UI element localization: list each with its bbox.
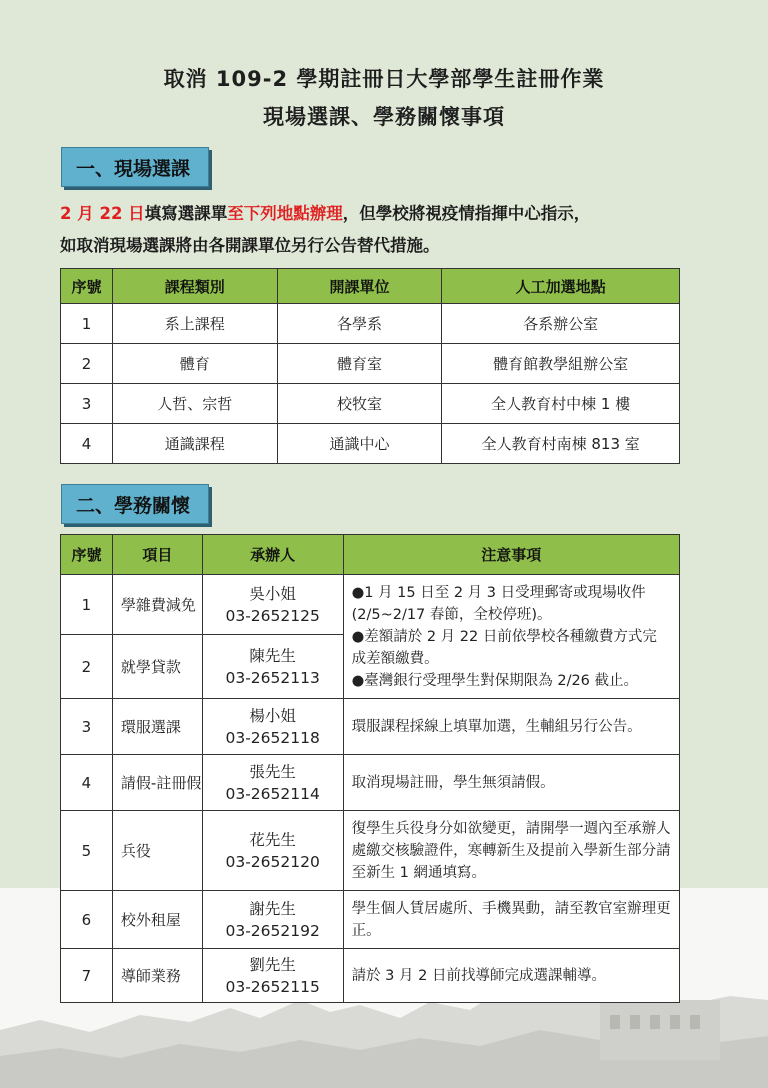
note-cell: 取消現場註冊，學生無須請假。 (343, 755, 679, 811)
contact-cell (202, 811, 343, 891)
table-cell: 校牧室 (277, 384, 442, 424)
section1-intro-line2: 如取消現場選課將由各開課單位另行公告替代措施。 (60, 236, 440, 255)
intro-text-part2: ，但學校將視疫情指揮中心指示， (342, 204, 591, 223)
contact-name: 吳小姐 (249, 584, 296, 603)
column-header: 項目 (112, 535, 202, 575)
contact-name: 張先生 (249, 762, 296, 781)
row-number: 3 (61, 699, 113, 755)
note-bullet: ●1 月 15 日至 2 月 3 日受理郵寄或現場收件(2/5~2/17 春節，全校停班)。 (351, 584, 646, 623)
table-cell: 全人教育村中棟 1 樓 (442, 384, 680, 424)
table-row (61, 755, 680, 811)
intro-date: 2 月 22 日 (60, 204, 145, 223)
table-cell: 體育館教學組辦公室 (442, 344, 680, 384)
column-header: 人工加選地點 (442, 269, 680, 304)
column-header: 開課單位 (277, 269, 442, 304)
table-header-row (61, 535, 680, 575)
table-cell: 通識中心 (277, 424, 442, 464)
item-name: 導師業務 (112, 949, 202, 1003)
section-heading-student-care: 二、學務關懷 (61, 484, 209, 524)
intro-text-part1: 填寫選課單 (144, 204, 228, 223)
contact-name: 陳先生 (249, 646, 296, 665)
table-row (61, 304, 680, 344)
table-cell: 4 (61, 424, 113, 464)
table-cell: 人哲、宗哲 (112, 384, 277, 424)
table-row (61, 891, 680, 949)
table-cell: 2 (61, 344, 113, 384)
column-header: 承辦人 (202, 535, 343, 575)
table-cell: 各學系 (277, 304, 442, 344)
table-cell: 3 (61, 384, 113, 424)
item-name: 環服選課 (112, 699, 202, 755)
contact-phone: 03-2652192 (225, 921, 320, 940)
table-cell: 1 (61, 304, 113, 344)
table-row (61, 699, 680, 755)
page-title: 取消 109-2 學期註冊日大學部學生註冊作業 (163, 67, 605, 91)
note-cell: 請於 3 月 2 日前找導師完成選課輔導。 (343, 949, 679, 1003)
contact-name: 花先生 (249, 830, 296, 849)
table-cell: 體育 (112, 344, 277, 384)
page-subtitle: 現場選課、學務關懷事項 (263, 105, 505, 129)
contact-phone: 03-2652115 (225, 977, 320, 996)
contact-phone: 03-2652114 (225, 784, 320, 803)
note-bullet: ●差額請於 2 月 22 日前依學校各種繳費方式完成差額繳費。 (351, 628, 657, 667)
contact-phone: 03-2652120 (225, 852, 320, 871)
contact-cell (202, 755, 343, 811)
table-cell: 全人教育村南棟 813 室 (442, 424, 680, 464)
contact-phone: 03-2652118 (225, 728, 320, 747)
item-name: 就學貸款 (112, 635, 202, 699)
row-number: 4 (61, 755, 113, 811)
row-number: 1 (61, 575, 113, 635)
student-care-table (60, 534, 680, 1003)
table-row (61, 575, 680, 635)
table-row (61, 811, 680, 891)
contact-cell (202, 891, 343, 949)
contact-name: 謝先生 (249, 899, 296, 918)
contact-cell (202, 635, 343, 699)
row-number: 2 (61, 635, 113, 699)
row-number: 5 (61, 811, 113, 891)
table-cell: 體育室 (277, 344, 442, 384)
table-cell: 各系辦公室 (442, 304, 680, 344)
note-cell: 學生個人賃居處所、手機異動，請至教官室辦理更正。 (343, 891, 679, 949)
section-heading-course-selection: 一、現場選課 (61, 147, 209, 187)
intro-text-highlight: 至下列地點辦理 (227, 204, 343, 223)
table-header-row (61, 269, 680, 304)
column-header: 注意事項 (343, 535, 679, 575)
course-selection-table (60, 268, 680, 464)
note-cell: 環服課程採線上填單加選，生輔組另行公告。 (343, 699, 679, 755)
note-bullet: ●臺灣銀行受理學生對保期限為 2/26 截止。 (351, 672, 639, 689)
item-name: 請假-註冊假 (112, 755, 202, 811)
section1-intro-line1 (60, 198, 720, 230)
contact-phone: 03-2652113 (225, 668, 320, 687)
table-row (61, 949, 680, 1003)
contact-name: 劉先生 (249, 955, 296, 974)
shared-note-cell (343, 575, 679, 699)
contact-cell (202, 949, 343, 1003)
column-header: 序號 (61, 535, 113, 575)
table-row (61, 424, 680, 464)
contact-cell (202, 575, 343, 635)
item-name: 校外租屋 (112, 891, 202, 949)
item-name: 兵役 (112, 811, 202, 891)
row-number: 6 (61, 891, 113, 949)
table-row (61, 344, 680, 384)
table-row (61, 384, 680, 424)
contact-name: 楊小姐 (249, 706, 296, 725)
contact-phone: 03-2652125 (225, 606, 320, 625)
column-header: 課程類別 (112, 269, 277, 304)
row-number: 7 (61, 949, 113, 1003)
column-header: 序號 (61, 269, 113, 304)
table-cell: 通識課程 (112, 424, 277, 464)
note-cell: 復學生兵役身分如欲變更，請開學一週內至承辦人處繳交核驗證件，寒轉新生及提前入學新生部分請至新生 1 網通填寫。 (343, 811, 679, 891)
table-cell: 系上課程 (112, 304, 277, 344)
item-name: 學雜費減免 (112, 575, 202, 635)
contact-cell (202, 699, 343, 755)
